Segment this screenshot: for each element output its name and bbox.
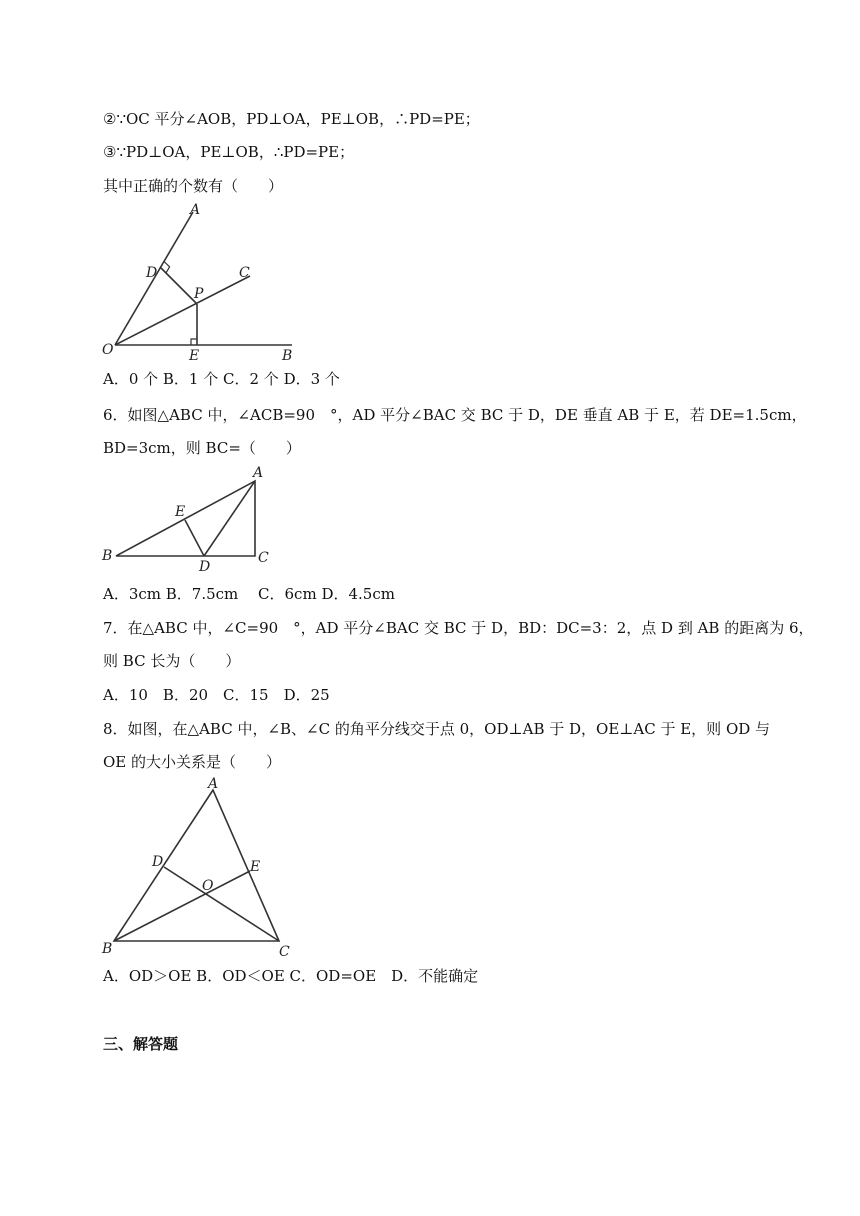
label-a: A [253,465,264,481]
label-c: C [258,550,269,566]
section-heading: 三、解答题 [103,1035,179,1053]
q5-statement-2: ②∵OC 平分∠AOB，PD⊥OA，PE⊥OB，∴PD=PE； [103,110,480,128]
right-angle-mark-e [191,339,197,345]
label-e: E [175,504,186,520]
q6-options: A．3cm B．7.5cm C．6cm D．4.5cm [103,585,395,603]
label-p: P [194,286,204,302]
bisector-co [164,867,279,941]
label-d: D [152,854,164,870]
q5-figure [100,200,310,365]
label-o: O [102,342,114,358]
label-b: B [102,941,113,957]
q5-statement-3: ③∵PD⊥OA，PE⊥OB，∴PD=PE； [103,143,355,161]
q5-options: A．0 个 B．1 个 C．2 个 D．3 个 [103,370,340,388]
q8-options: A．OD＞OE B．OD＜OE C．OD=OE D．不能确定 [103,967,479,985]
q7-text-line-1: 7．在△ABC 中，∠C=90 °，AD 平分∠BAC 交 BC 于 D，BD：DC=3：2，点 D 到 AB 的距离为 6， [103,619,814,637]
q7-text-line-2: 则 BC 长为（ ） [103,652,241,670]
label-b: B [102,548,113,564]
triangle-abc [116,481,255,556]
q7-options: A．10 B．20 C．15 D．25 [103,686,330,704]
q6-text-line-1: 6．如图△ABC 中，∠ACB=90 °，AD 平分∠BAC 交 BC 于 D，DE 垂直 AB 于 E，若 DE=1.5cm， [103,406,807,424]
label-d: D [199,559,211,575]
label-a: A [208,776,219,792]
segment-de [185,520,204,556]
q6-text-line-2: BD=3cm，则 BC=（ ） [103,439,301,457]
q8-figure [100,776,300,961]
label-d: D [146,265,158,281]
segment-ad [204,481,255,556]
label-b: B [282,348,293,364]
q5-prompt: 其中正确的个数有（ ） [103,177,284,195]
label-e: E [250,859,261,875]
q6-figure [100,463,275,578]
q8-text-line-1: 8．如图，在△ABC 中，∠B、∠C 的角平分线交于点 0，OD⊥AB 于 D，OE⊥AC 于 E，则 OD 与 [103,720,771,738]
label-a: A [190,202,201,218]
q8-text-line-2: OE 的大小关系是（ ） [103,753,282,771]
label-c: C [239,265,250,281]
label-o: O [202,878,214,894]
bisector-bo [114,871,250,941]
label-e: E [189,348,200,364]
label-c: C [279,944,290,960]
